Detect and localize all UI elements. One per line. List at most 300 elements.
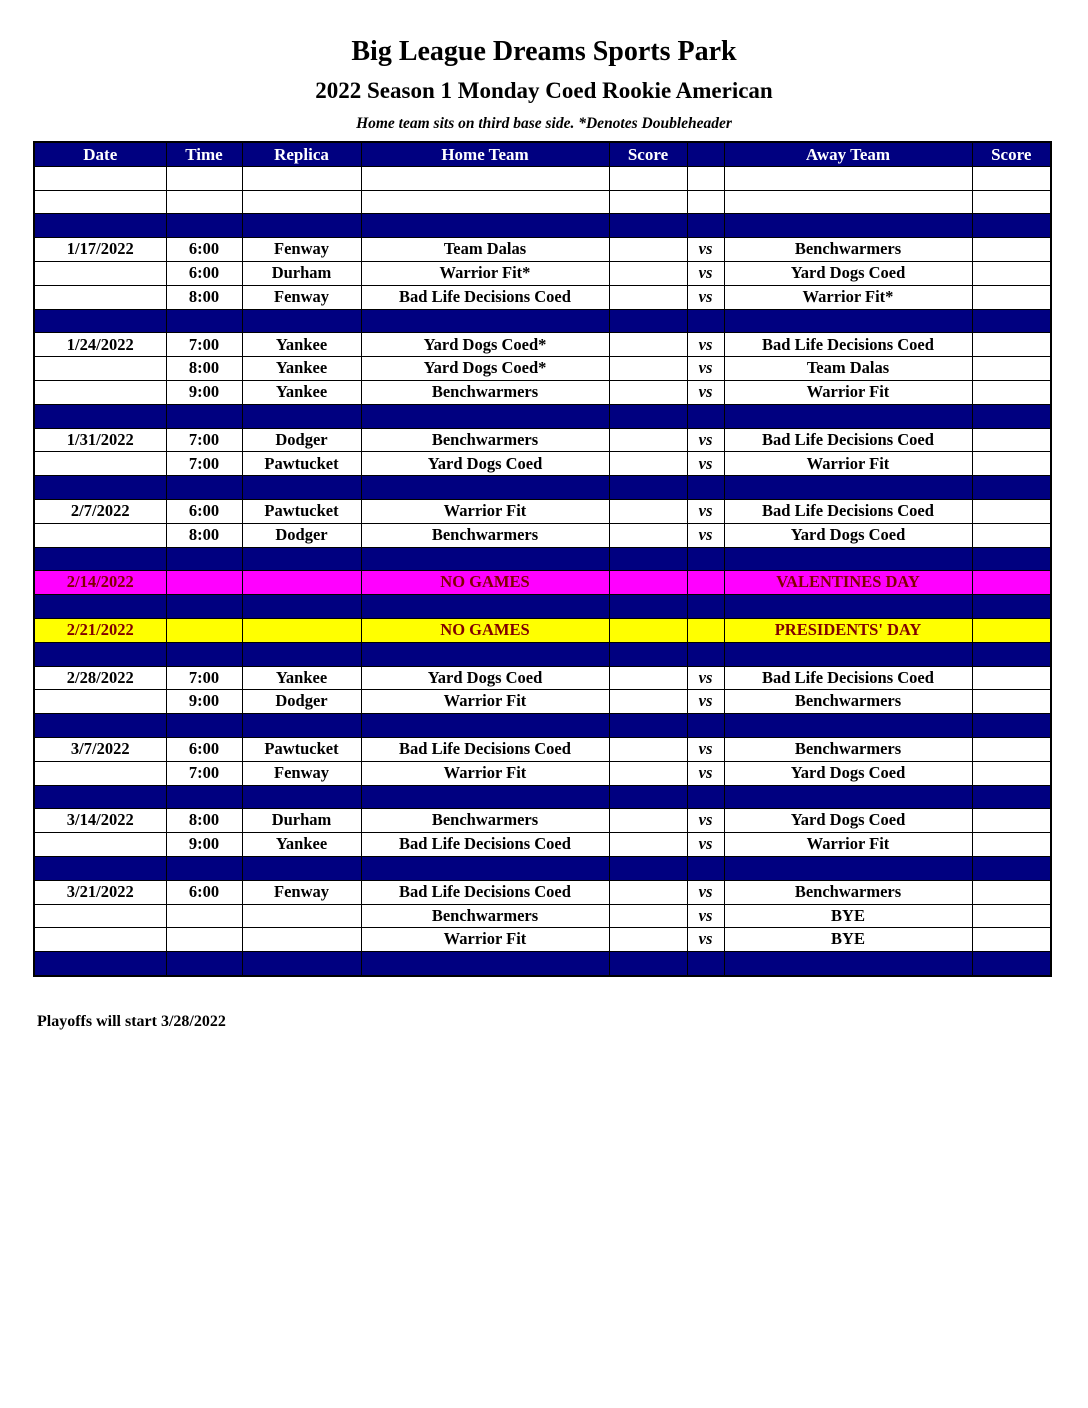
blank-row bbox=[34, 166, 1051, 190]
page-title: Big League Dreams Sports Park bbox=[351, 36, 737, 67]
date-cell bbox=[34, 261, 166, 285]
home-score-cell bbox=[609, 261, 687, 285]
replica-cell: Yankee bbox=[242, 666, 361, 690]
date-cell: 3/7/2022 bbox=[34, 737, 166, 761]
home-score-cell bbox=[609, 428, 687, 452]
replica-cell: Fenway bbox=[242, 880, 361, 904]
date-cell: 2/21/2022 bbox=[34, 618, 166, 642]
away-team-cell: Bad Life Decisions Coed bbox=[724, 499, 972, 523]
away-team-cell: Bad Life Decisions Coed bbox=[724, 666, 972, 690]
home-score-cell bbox=[609, 166, 687, 190]
away-team-cell bbox=[724, 404, 972, 428]
away-score-cell bbox=[972, 404, 1051, 428]
home-score-cell bbox=[609, 642, 687, 666]
week-separator-row bbox=[34, 309, 1051, 333]
game-row bbox=[34, 285, 1051, 309]
vs-cell: vs bbox=[687, 737, 724, 761]
vs-cell: vs bbox=[687, 380, 724, 404]
home-team-cell: Warrior Fit bbox=[361, 761, 609, 785]
game-row bbox=[34, 428, 1051, 452]
vs-cell bbox=[687, 595, 724, 619]
page-subtitle: 2022 Season 1 Monday Coed Rookie American bbox=[315, 78, 773, 103]
week-separator-row bbox=[34, 476, 1051, 500]
home-team-cell: Warrior Fit bbox=[361, 690, 609, 714]
replica-cell: Yankee bbox=[242, 357, 361, 381]
game-row bbox=[34, 380, 1051, 404]
away-score-cell bbox=[972, 952, 1051, 976]
replica-cell bbox=[242, 214, 361, 238]
away-team-cell: Warrior Fit bbox=[724, 380, 972, 404]
away-team-cell: VALENTINES DAY bbox=[724, 571, 972, 595]
replica-cell bbox=[242, 785, 361, 809]
column-header-time: Time bbox=[166, 142, 242, 166]
time-cell: 8:00 bbox=[166, 523, 242, 547]
away-team-cell bbox=[724, 476, 972, 500]
home-score-cell bbox=[609, 357, 687, 381]
replica-cell: Fenway bbox=[242, 238, 361, 262]
home-score-cell bbox=[609, 928, 687, 952]
home-team-cell: Benchwarmers bbox=[361, 428, 609, 452]
date-cell bbox=[34, 833, 166, 857]
date-cell bbox=[34, 476, 166, 500]
vs-cell bbox=[687, 214, 724, 238]
away-score-cell bbox=[972, 523, 1051, 547]
time-cell bbox=[166, 476, 242, 500]
home-team-cell: Bad Life Decisions Coed bbox=[361, 737, 609, 761]
replica-cell: Dodger bbox=[242, 690, 361, 714]
date-cell: 2/7/2022 bbox=[34, 499, 166, 523]
game-row bbox=[34, 833, 1051, 857]
date-cell bbox=[34, 595, 166, 619]
replica-cell: Durham bbox=[242, 261, 361, 285]
home-score-cell bbox=[609, 499, 687, 523]
game-row bbox=[34, 523, 1051, 547]
away-score-cell bbox=[972, 880, 1051, 904]
home-score-cell bbox=[609, 452, 687, 476]
home-team-cell: Warrior Fit bbox=[361, 499, 609, 523]
time-cell: 9:00 bbox=[166, 690, 242, 714]
time-cell: 7:00 bbox=[166, 666, 242, 690]
vs-cell bbox=[687, 618, 724, 642]
home-team-cell: Yard Dogs Coed* bbox=[361, 333, 609, 357]
date-cell: 3/21/2022 bbox=[34, 880, 166, 904]
home-team-cell: NO GAMES bbox=[361, 618, 609, 642]
date-cell bbox=[34, 190, 166, 214]
home-score-cell bbox=[609, 618, 687, 642]
vs-cell: vs bbox=[687, 904, 724, 928]
date-cell: 1/17/2022 bbox=[34, 238, 166, 262]
home-team-cell bbox=[361, 166, 609, 190]
home-score-cell bbox=[609, 856, 687, 880]
replica-cell bbox=[242, 904, 361, 928]
home-team-cell: Yard Dogs Coed bbox=[361, 666, 609, 690]
date-cell bbox=[34, 357, 166, 381]
away-team-cell bbox=[724, 214, 972, 238]
away-score-cell bbox=[972, 285, 1051, 309]
vs-cell: vs bbox=[687, 333, 724, 357]
vs-cell: vs bbox=[687, 357, 724, 381]
away-team-cell: BYE bbox=[724, 904, 972, 928]
away-score-cell bbox=[972, 666, 1051, 690]
vs-cell: vs bbox=[687, 666, 724, 690]
vs-cell: vs bbox=[687, 261, 724, 285]
time-cell bbox=[166, 642, 242, 666]
vs-cell: vs bbox=[687, 761, 724, 785]
home-team-cell bbox=[361, 595, 609, 619]
away-score-cell bbox=[972, 595, 1051, 619]
column-header-replica: Replica bbox=[242, 142, 361, 166]
replica-cell: Durham bbox=[242, 809, 361, 833]
away-team-cell: BYE bbox=[724, 928, 972, 952]
home-score-cell bbox=[609, 737, 687, 761]
home-score-cell bbox=[609, 761, 687, 785]
vs-cell bbox=[687, 166, 724, 190]
week-separator-row bbox=[34, 547, 1051, 571]
no-games-row bbox=[34, 618, 1051, 642]
away-team-cell: Bad Life Decisions Coed bbox=[724, 333, 972, 357]
away-team-cell: Yard Dogs Coed bbox=[724, 261, 972, 285]
home-team-cell: Benchwarmers bbox=[361, 904, 609, 928]
away-score-cell bbox=[972, 452, 1051, 476]
vs-cell bbox=[687, 404, 724, 428]
home-score-cell bbox=[609, 571, 687, 595]
vs-cell bbox=[687, 309, 724, 333]
replica-cell bbox=[242, 952, 361, 976]
vs-cell bbox=[687, 476, 724, 500]
date-cell bbox=[34, 166, 166, 190]
replica-cell: Dodger bbox=[242, 523, 361, 547]
date-cell bbox=[34, 952, 166, 976]
away-score-cell bbox=[972, 357, 1051, 381]
away-team-cell: Warrior Fit bbox=[724, 452, 972, 476]
time-cell: 7:00 bbox=[166, 428, 242, 452]
game-row bbox=[34, 499, 1051, 523]
vs-cell: vs bbox=[687, 928, 724, 952]
away-score-cell bbox=[972, 833, 1051, 857]
away-team-cell: Benchwarmers bbox=[724, 737, 972, 761]
away-score-cell bbox=[972, 737, 1051, 761]
home-team-cell: Yard Dogs Coed bbox=[361, 452, 609, 476]
away-team-cell bbox=[724, 309, 972, 333]
column-header-vs bbox=[687, 142, 724, 166]
away-team-cell bbox=[724, 785, 972, 809]
no-games-row bbox=[34, 571, 1051, 595]
away-score-cell bbox=[972, 380, 1051, 404]
replica-cell bbox=[242, 642, 361, 666]
column-header-home-score: Score bbox=[609, 142, 687, 166]
date-cell bbox=[34, 642, 166, 666]
away-score-cell bbox=[972, 309, 1051, 333]
game-row bbox=[34, 809, 1051, 833]
vs-cell: vs bbox=[687, 428, 724, 452]
replica-cell bbox=[242, 404, 361, 428]
home-team-cell: Bad Life Decisions Coed bbox=[361, 285, 609, 309]
time-cell bbox=[166, 595, 242, 619]
home-team-cell bbox=[361, 547, 609, 571]
home-score-cell bbox=[609, 547, 687, 571]
away-team-cell: Benchwarmers bbox=[724, 880, 972, 904]
home-team-cell bbox=[361, 714, 609, 738]
time-cell: 8:00 bbox=[166, 285, 242, 309]
time-cell bbox=[166, 214, 242, 238]
away-score-cell bbox=[972, 761, 1051, 785]
replica-cell: Yankee bbox=[242, 380, 361, 404]
week-separator-row bbox=[34, 595, 1051, 619]
home-score-cell bbox=[609, 476, 687, 500]
home-team-cell: Benchwarmers bbox=[361, 380, 609, 404]
home-score-cell bbox=[609, 904, 687, 928]
home-team-cell: Yard Dogs Coed* bbox=[361, 357, 609, 381]
week-separator-row bbox=[34, 642, 1051, 666]
game-row bbox=[34, 690, 1051, 714]
home-team-cell bbox=[361, 214, 609, 238]
time-cell: 7:00 bbox=[166, 333, 242, 357]
away-team-cell: PRESIDENTS' DAY bbox=[724, 618, 972, 642]
time-cell: 7:00 bbox=[166, 761, 242, 785]
date-cell bbox=[34, 547, 166, 571]
vs-cell: vs bbox=[687, 833, 724, 857]
home-team-cell: Bad Life Decisions Coed bbox=[361, 880, 609, 904]
game-row bbox=[34, 761, 1051, 785]
time-cell: 6:00 bbox=[166, 238, 242, 262]
time-cell: 6:00 bbox=[166, 499, 242, 523]
replica-cell bbox=[242, 547, 361, 571]
game-row bbox=[34, 880, 1051, 904]
away-score-cell bbox=[972, 547, 1051, 571]
vs-cell bbox=[687, 547, 724, 571]
vs-cell bbox=[687, 714, 724, 738]
date-cell bbox=[34, 761, 166, 785]
away-team-cell bbox=[724, 595, 972, 619]
away-team-cell bbox=[724, 547, 972, 571]
home-team-cell bbox=[361, 642, 609, 666]
vs-cell: vs bbox=[687, 499, 724, 523]
time-cell: 6:00 bbox=[166, 880, 242, 904]
time-cell bbox=[166, 166, 242, 190]
date-cell bbox=[34, 714, 166, 738]
away-score-cell bbox=[972, 238, 1051, 262]
replica-cell bbox=[242, 476, 361, 500]
home-score-cell bbox=[609, 833, 687, 857]
time-cell: 9:00 bbox=[166, 833, 242, 857]
time-cell bbox=[166, 785, 242, 809]
away-team-cell: Team Dalas bbox=[724, 357, 972, 381]
away-score-cell bbox=[972, 571, 1051, 595]
date-cell bbox=[34, 285, 166, 309]
home-team-cell: Benchwarmers bbox=[361, 809, 609, 833]
home-team-cell bbox=[361, 785, 609, 809]
away-team-cell bbox=[724, 856, 972, 880]
away-team-cell: Bad Life Decisions Coed bbox=[724, 428, 972, 452]
schedule-header-row bbox=[34, 142, 1051, 166]
time-cell bbox=[166, 618, 242, 642]
game-row bbox=[34, 904, 1051, 928]
schedule-note: Home team sits on third base side. *Denotes Doubleheader bbox=[356, 115, 732, 132]
time-cell bbox=[166, 904, 242, 928]
blank-row bbox=[34, 190, 1051, 214]
time-cell: 6:00 bbox=[166, 737, 242, 761]
away-team-cell: Yard Dogs Coed bbox=[724, 761, 972, 785]
week-separator-row bbox=[34, 714, 1051, 738]
home-score-cell bbox=[609, 380, 687, 404]
column-header-home-team: Home Team bbox=[361, 142, 609, 166]
home-team-cell: Warrior Fit* bbox=[361, 261, 609, 285]
away-team-cell: Yard Dogs Coed bbox=[724, 523, 972, 547]
week-separator-row bbox=[34, 952, 1051, 976]
date-cell: 1/31/2022 bbox=[34, 428, 166, 452]
replica-cell: Fenway bbox=[242, 761, 361, 785]
date-cell bbox=[34, 309, 166, 333]
home-team-cell bbox=[361, 404, 609, 428]
game-row bbox=[34, 452, 1051, 476]
time-cell bbox=[166, 856, 242, 880]
home-team-cell bbox=[361, 856, 609, 880]
column-header-date: Date bbox=[34, 142, 166, 166]
home-score-cell bbox=[609, 309, 687, 333]
date-cell: 2/14/2022 bbox=[34, 571, 166, 595]
home-score-cell bbox=[609, 333, 687, 357]
time-cell: 6:00 bbox=[166, 261, 242, 285]
home-score-cell bbox=[609, 952, 687, 976]
date-cell bbox=[34, 904, 166, 928]
date-cell bbox=[34, 404, 166, 428]
week-separator-row bbox=[34, 785, 1051, 809]
home-team-cell: Warrior Fit bbox=[361, 928, 609, 952]
week-separator-row bbox=[34, 856, 1051, 880]
away-team-cell bbox=[724, 952, 972, 976]
away-score-cell bbox=[972, 928, 1051, 952]
game-row bbox=[34, 666, 1051, 690]
date-cell bbox=[34, 214, 166, 238]
home-team-cell: NO GAMES bbox=[361, 571, 609, 595]
replica-cell bbox=[242, 166, 361, 190]
date-cell: 2/28/2022 bbox=[34, 666, 166, 690]
home-score-cell bbox=[609, 404, 687, 428]
time-cell bbox=[166, 190, 242, 214]
home-team-cell bbox=[361, 309, 609, 333]
time-cell bbox=[166, 714, 242, 738]
game-row bbox=[34, 261, 1051, 285]
time-cell: 9:00 bbox=[166, 380, 242, 404]
vs-cell: vs bbox=[687, 523, 724, 547]
home-score-cell bbox=[609, 523, 687, 547]
date-cell bbox=[34, 856, 166, 880]
replica-cell: Pawtucket bbox=[242, 737, 361, 761]
schedule-table bbox=[33, 141, 1052, 977]
vs-cell bbox=[687, 571, 724, 595]
date-cell bbox=[34, 452, 166, 476]
replica-cell bbox=[242, 928, 361, 952]
vs-cell: vs bbox=[687, 238, 724, 262]
replica-cell bbox=[242, 571, 361, 595]
replica-cell: Yankee bbox=[242, 833, 361, 857]
vs-cell: vs bbox=[687, 880, 724, 904]
away-score-cell bbox=[972, 714, 1051, 738]
time-cell bbox=[166, 952, 242, 976]
home-score-cell bbox=[609, 285, 687, 309]
away-team-cell bbox=[724, 642, 972, 666]
vs-cell bbox=[687, 856, 724, 880]
away-team-cell bbox=[724, 190, 972, 214]
column-header-away-score: Score bbox=[972, 142, 1051, 166]
home-score-cell bbox=[609, 190, 687, 214]
home-score-cell bbox=[609, 214, 687, 238]
home-team-cell bbox=[361, 476, 609, 500]
replica-cell: Pawtucket bbox=[242, 499, 361, 523]
away-team-cell bbox=[724, 166, 972, 190]
game-row bbox=[34, 333, 1051, 357]
time-cell: 8:00 bbox=[166, 809, 242, 833]
home-team-cell: Benchwarmers bbox=[361, 523, 609, 547]
replica-cell bbox=[242, 595, 361, 619]
replica-cell bbox=[242, 190, 361, 214]
away-score-cell bbox=[972, 690, 1051, 714]
week-separator-row bbox=[34, 214, 1051, 238]
away-score-cell bbox=[972, 166, 1051, 190]
replica-cell bbox=[242, 618, 361, 642]
game-row bbox=[34, 357, 1051, 381]
playoffs-note: Playoffs will start 3/28/2022 bbox=[37, 1013, 226, 1030]
date-cell bbox=[34, 690, 166, 714]
home-score-cell bbox=[609, 595, 687, 619]
away-score-cell bbox=[972, 476, 1051, 500]
home-score-cell bbox=[609, 666, 687, 690]
home-team-cell: Bad Life Decisions Coed bbox=[361, 833, 609, 857]
home-score-cell bbox=[609, 690, 687, 714]
away-team-cell: Warrior Fit* bbox=[724, 285, 972, 309]
home-score-cell bbox=[609, 714, 687, 738]
game-row bbox=[34, 928, 1051, 952]
away-score-cell bbox=[972, 261, 1051, 285]
away-score-cell bbox=[972, 214, 1051, 238]
week-separator-row bbox=[34, 404, 1051, 428]
vs-cell: vs bbox=[687, 452, 724, 476]
time-cell bbox=[166, 404, 242, 428]
away-team-cell: Yard Dogs Coed bbox=[724, 809, 972, 833]
home-score-cell bbox=[609, 785, 687, 809]
home-team-cell bbox=[361, 952, 609, 976]
away-score-cell bbox=[972, 499, 1051, 523]
replica-cell: Yankee bbox=[242, 333, 361, 357]
date-cell bbox=[34, 523, 166, 547]
home-score-cell bbox=[609, 238, 687, 262]
date-cell: 1/24/2022 bbox=[34, 333, 166, 357]
away-score-cell bbox=[972, 856, 1051, 880]
home-team-cell: Team Dalas bbox=[361, 238, 609, 262]
date-cell bbox=[34, 785, 166, 809]
vs-cell bbox=[687, 190, 724, 214]
away-team-cell: Benchwarmers bbox=[724, 238, 972, 262]
away-team-cell: Warrior Fit bbox=[724, 833, 972, 857]
time-cell bbox=[166, 547, 242, 571]
away-score-cell bbox=[972, 428, 1051, 452]
time-cell: 7:00 bbox=[166, 452, 242, 476]
home-team-cell bbox=[361, 190, 609, 214]
away-team-cell bbox=[724, 714, 972, 738]
away-score-cell bbox=[972, 809, 1051, 833]
away-score-cell bbox=[972, 904, 1051, 928]
vs-cell bbox=[687, 952, 724, 976]
replica-cell bbox=[242, 309, 361, 333]
column-header-away-team: Away Team bbox=[724, 142, 972, 166]
game-row bbox=[34, 737, 1051, 761]
time-cell bbox=[166, 571, 242, 595]
date-cell bbox=[34, 380, 166, 404]
away-score-cell bbox=[972, 785, 1051, 809]
replica-cell: Pawtucket bbox=[242, 452, 361, 476]
date-cell bbox=[34, 928, 166, 952]
vs-cell: vs bbox=[687, 809, 724, 833]
